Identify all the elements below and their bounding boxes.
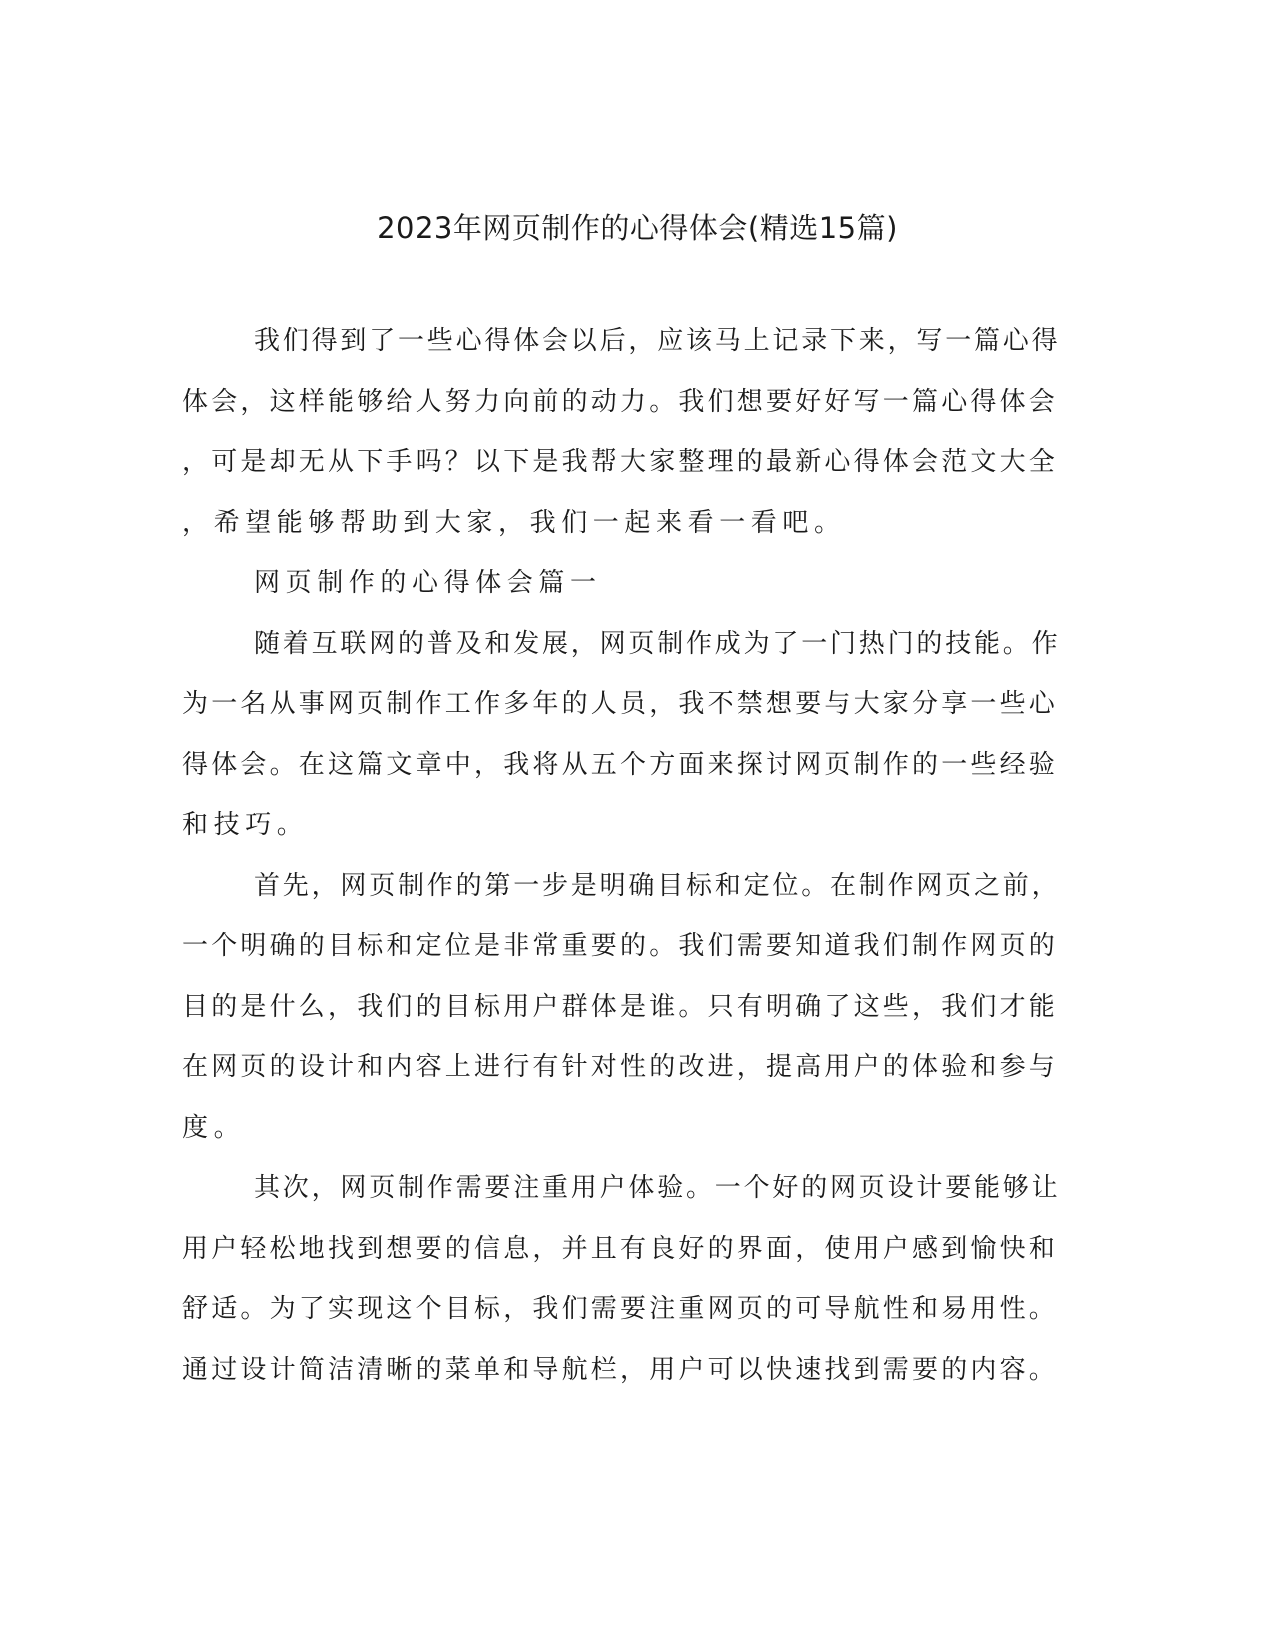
paragraph-line: 一个明确的目标和定位是非常重要的。我们需要知道我们制作网页的 [182, 931, 1059, 961]
paragraph-line: 和技巧。 [182, 810, 309, 840]
paragraph-line: 通过设计简洁清晰的菜单和导航栏，用户可以快速找到需要的内容。 [182, 1354, 1059, 1385]
paragraph-line: 体会，这样能够给人努力向前的动力。我们想要好好写一篇心得体会 [182, 386, 1059, 417]
paragraph-line: 随着互联网的普及和发展，网页制作成为了一门热门的技能。作 [254, 628, 1061, 659]
paragraph-line: 得体会。在这篇文章中，我将从五个方面来探讨网页制作的一些经验 [182, 749, 1059, 780]
paragraph-line: 用户轻松地找到想要的信息，并且有良好的界面，使用户感到愉快和 [182, 1233, 1059, 1264]
paragraph-line: 其次，网页制作需要注重用户体验。一个好的网页设计要能够让 [254, 1173, 1061, 1203]
document-title: 2023年网页制作的心得体会(精选15篇) [377, 211, 898, 245]
paragraph-line: 为一名从事网页制作工作多年的人员，我不禁想要与大家分享一些心 [182, 689, 1059, 719]
paragraph-line: 目的是什么，我们的目标用户群体是谁。只有明确了这些，我们才能 [182, 991, 1059, 1022]
paragraph-line: 首先，网页制作的第一步是明确目标和定位。在制作网页之前， [254, 870, 1061, 901]
paragraph-line: 舒适。为了实现这个目标，我们需要注重网页的可导航性和易用性。 [182, 1294, 1059, 1324]
document-body [182, 321, 1062, 1410]
paragraph-line: 我们得到了一些心得体会以后，应该马上记录下来，写一篇心得 [254, 326, 1061, 356]
section-heading: 网页制作的心得体会篇一 [254, 568, 602, 598]
paragraph-line: 在网页的设计和内容上进行有针对性的改进，提高用户的体验和参与 [182, 1052, 1059, 1082]
paragraph-line: 度。 [182, 1112, 246, 1143]
paragraph-line: ，可是却无从下手吗？以下是我帮大家整理的最新心得体会范文大全 [182, 447, 1059, 477]
paragraph-line: ，希望能够帮助到大家，我们一起来看一看吧。 [182, 507, 846, 538]
